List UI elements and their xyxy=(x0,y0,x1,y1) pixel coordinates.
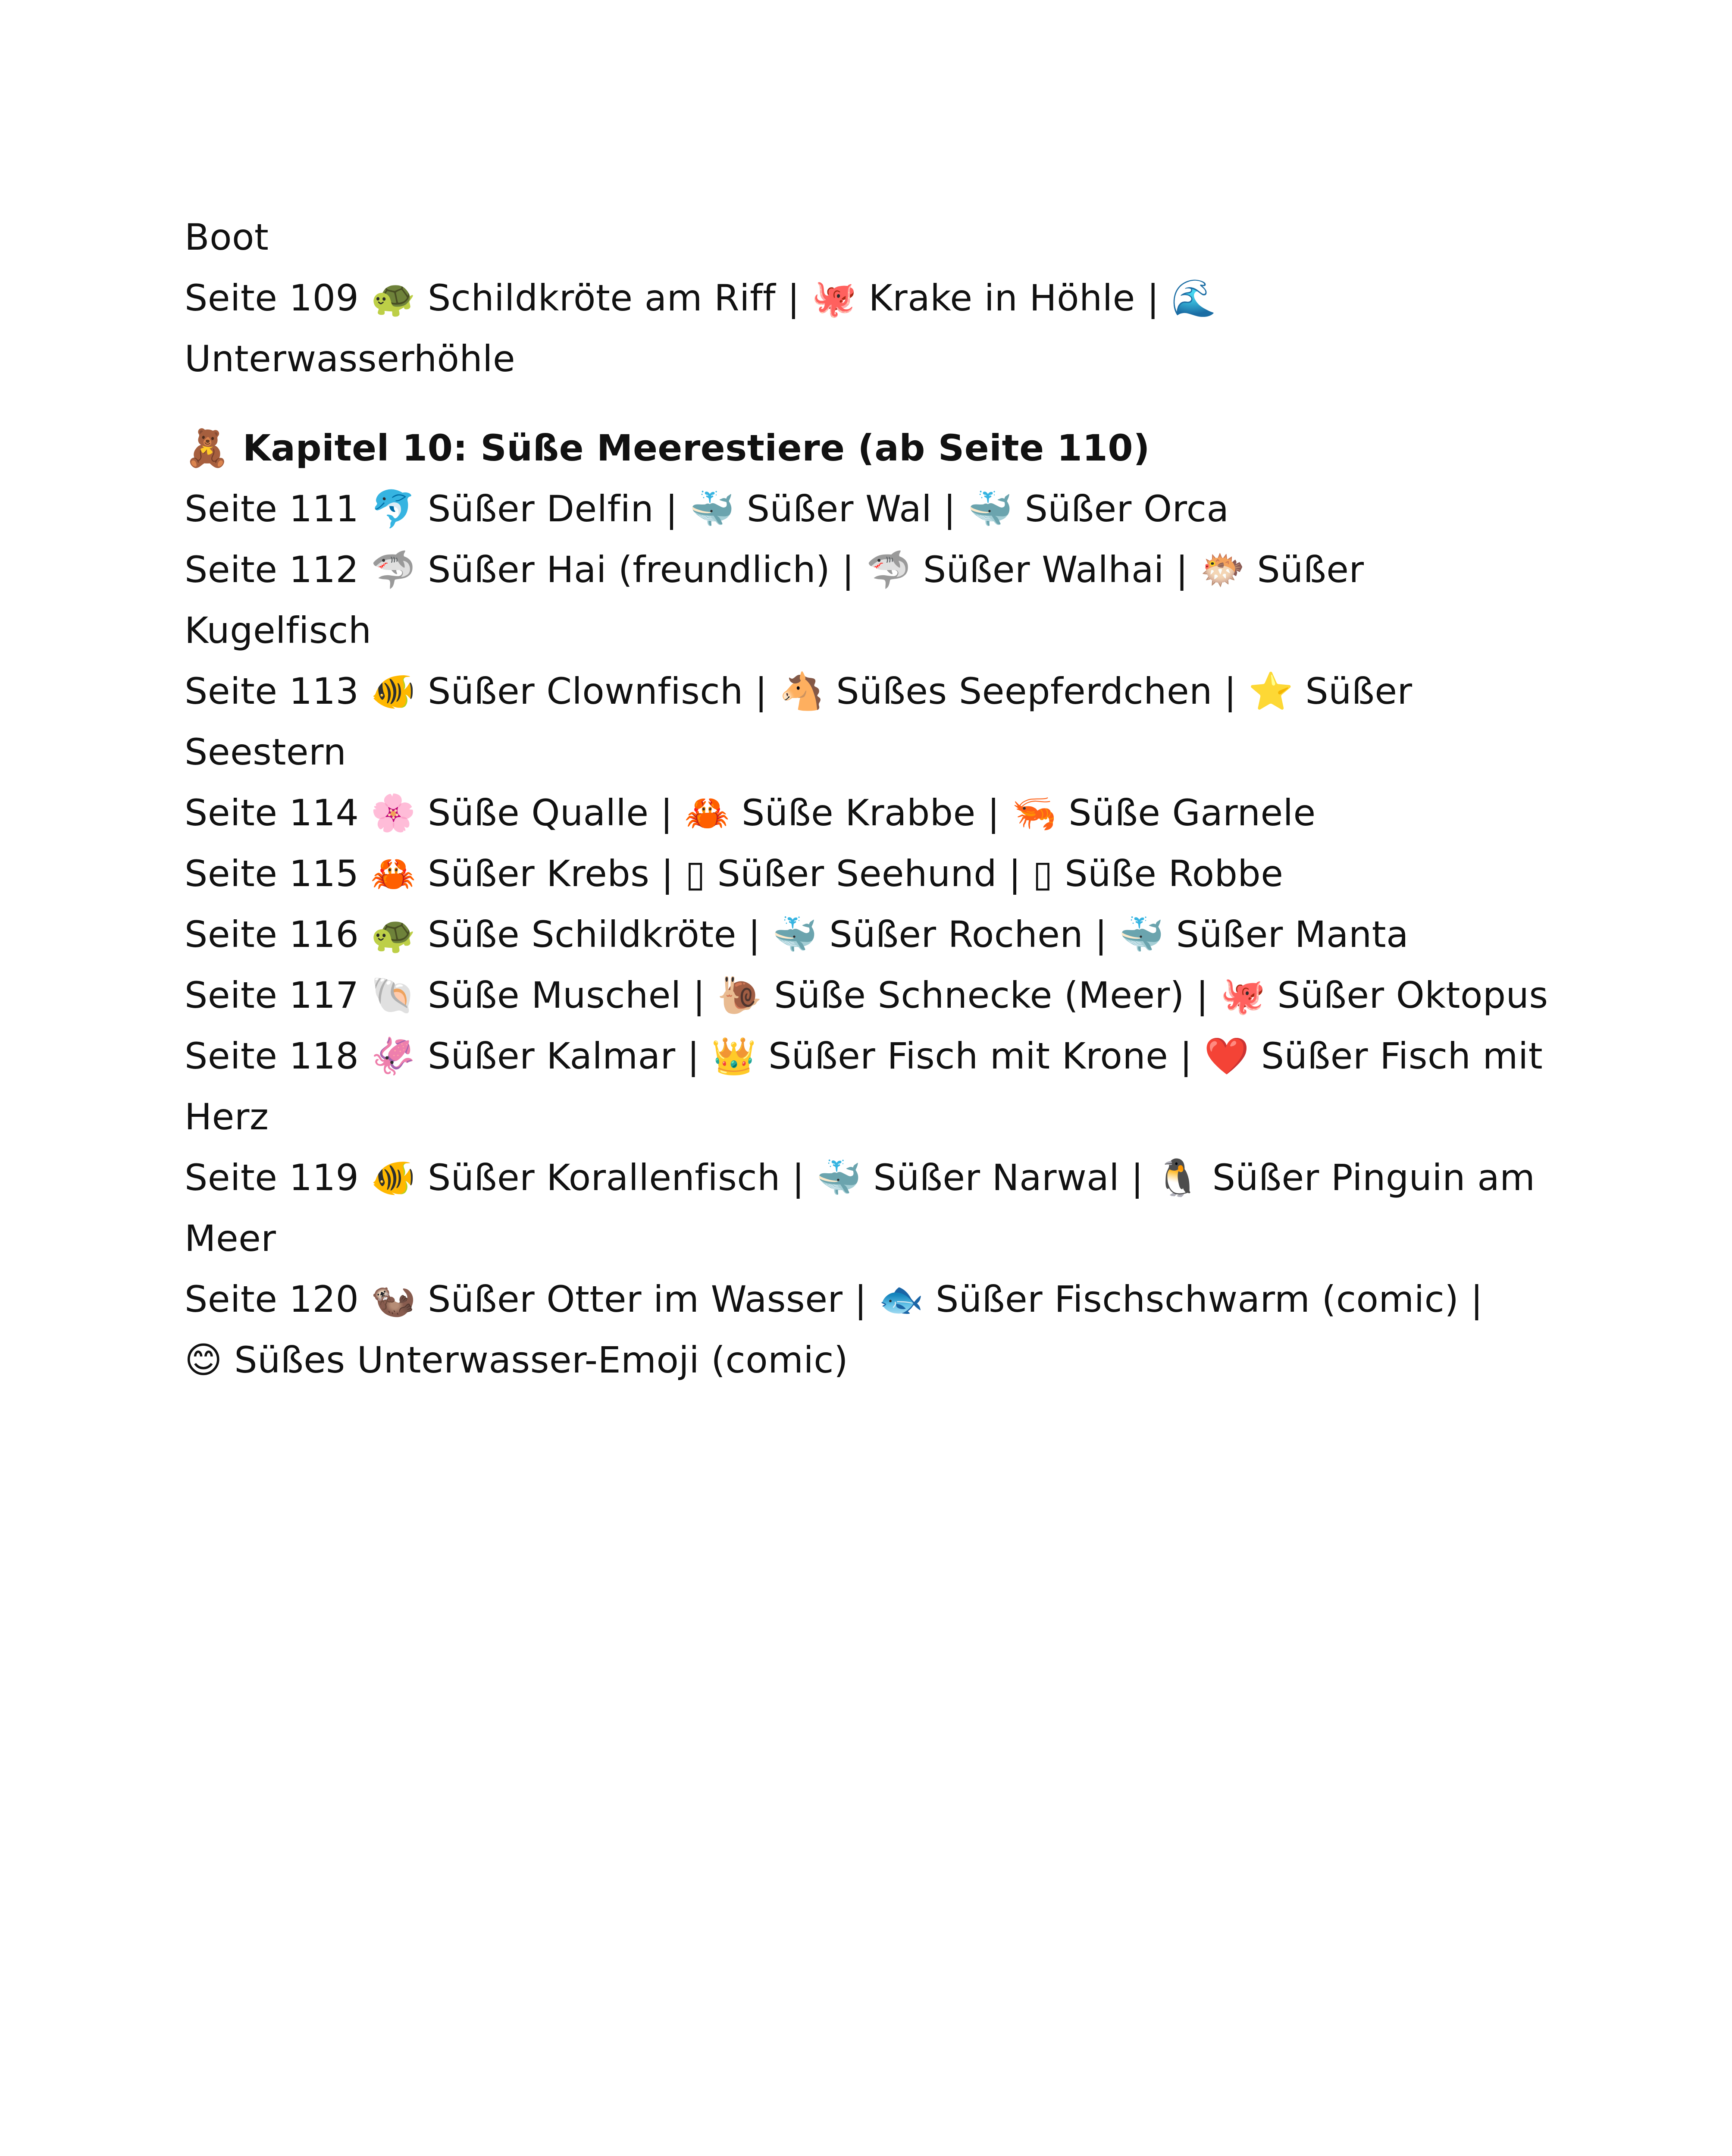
text-line: Seite 117 🐚 Süße Muschel | 🐌 Süße Schnecke (Meer) | 🐙 Süßer Oktopus xyxy=(185,974,1548,1016)
text-line: Seite 112 🦈 Süßer Hai (freundlich) | 🦈 Süßer Walhai | 🐡 Süßer xyxy=(185,548,1364,591)
text-line: Unterwasserhöhle xyxy=(185,338,516,380)
text-line: Seite 118 🦑 Süßer Kalmar | 👑 Süßer Fisch mit Krone | ❤️ Süßer Fisch mit xyxy=(185,1035,1543,1077)
text-line: Seite 120 🦦 Süßer Otter im Wasser | 🐟 Süßer Fischschwarm (comic) | xyxy=(185,1278,1483,1320)
text-line: Seestern xyxy=(185,731,347,773)
text-line: Seite 109 🐢 Schildkröte am Riff | 🐙 Krake in Höhle | 🌊 xyxy=(185,277,1217,319)
document-body xyxy=(185,207,1547,1391)
text-line: Seite 114 🌸 Süße Qualle | 🦀 Süße Krabbe | 🦐 Süße Garnele xyxy=(185,792,1316,834)
chapter-heading: 🧸 Kapitel 10: Süße Meerestiere (ab Seite 110) xyxy=(185,427,1150,469)
text-line: Seite 113 🐠 Süßer Clownfisch | 🐴 Süßes Seepferdchen | ⭐ Süßer xyxy=(185,670,1413,712)
text-line: Seite 115 🦀 Süßer Krebs | ▯ Süßer Seehund | ▯ Süße Robbe xyxy=(185,852,1284,895)
text-line: Seite 111 🐬 Süßer Delfin | 🐳 Süßer Wal | 🐳 Süßer Orca xyxy=(185,488,1229,530)
text-line: Meer xyxy=(185,1217,276,1260)
text-line: 😊 Süßes Unterwasser-Emoji (comic) xyxy=(185,1339,849,1381)
text-line: Seite 116 🐢 Süße Schildkröte | 🐳 Süßer Rochen | 🐳 Süßer Manta xyxy=(185,913,1409,956)
text-line: Seite 119 🐠 Süßer Korallenfisch | 🐳 Süßer Narwal | 🐧 Süßer Pinguin am xyxy=(185,1156,1535,1199)
text-line: Boot xyxy=(185,216,269,258)
text-line: Herz xyxy=(185,1096,269,1138)
text-line: Kugelfisch xyxy=(185,609,372,652)
